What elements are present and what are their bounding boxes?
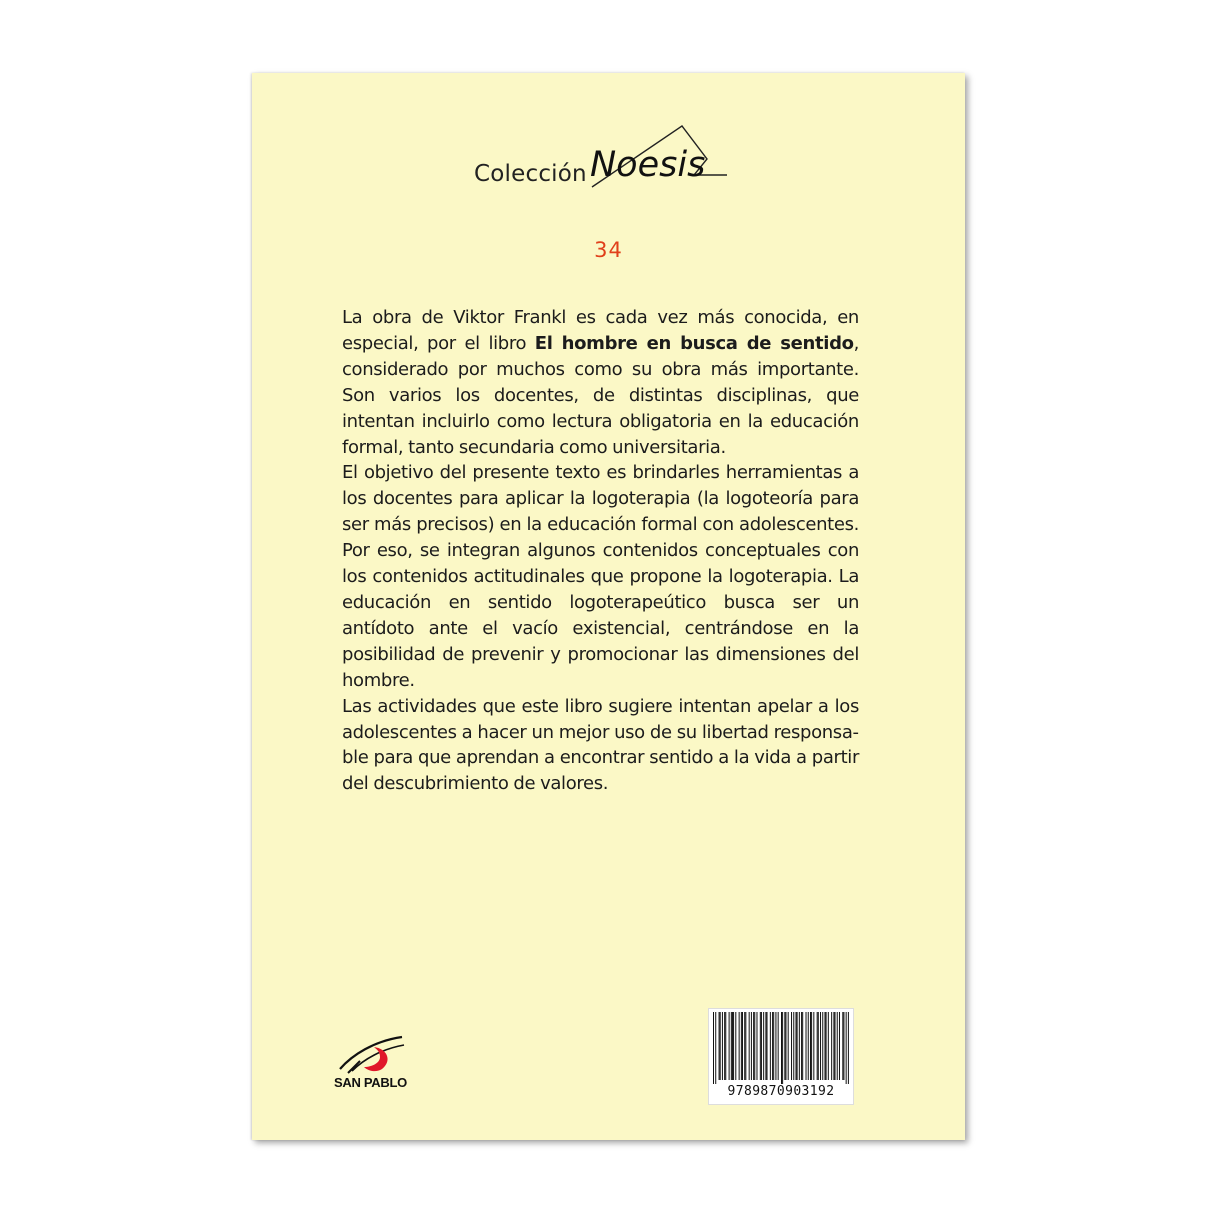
blurb-paragraph-2: El objetivo del presente texto es brindarles herramientas a los docentes para aplicar la logoterapia (la logoteoría para ser más precisos) en la educación formal con adolescentes. Por eso, se integran algunos contenidos conceptuales con los contenidos actitudinales que propone la logoterapia. La educación en sentido logoterapeútico busca ser un antídoto ante el vacío existencial, centrándose en la posibilidad de prevenir y promocionar las dimensiones del hombre. [342, 462, 859, 691]
publisher-logo [330, 1031, 410, 1101]
barcode-bar [731, 1012, 732, 1080]
barcode-bar [813, 1012, 814, 1080]
barcode-bar [720, 1012, 721, 1080]
barcode-bar [817, 1012, 818, 1080]
barcode-bar [775, 1012, 776, 1080]
barcode-bar [761, 1012, 762, 1080]
san-pablo-logo-icon [330, 1031, 410, 1081]
barcode-bar [802, 1012, 803, 1080]
barcode-bar [745, 1012, 746, 1080]
barcode-bar [725, 1012, 726, 1080]
barcode-bar [824, 1012, 825, 1080]
series-name: Noesis [590, 145, 706, 185]
series-logo [472, 123, 732, 193]
barcode-bar [713, 1012, 714, 1084]
blurb-p1-intro: La obra de Viktor Frankl es cada vez más conocida, en especial, por el libro [342, 307, 859, 354]
barcode-bar [732, 1012, 733, 1080]
barcode-bar [735, 1012, 736, 1080]
barcode-bar [767, 1012, 768, 1080]
barcode-bar [831, 1012, 832, 1080]
barcode-bar [753, 1012, 754, 1080]
book-title-mention: El hombre en busca de sentido [534, 332, 854, 354]
barcode-bar [793, 1012, 794, 1080]
barcode-bar [765, 1012, 766, 1080]
barcode-bar [733, 1012, 734, 1080]
barcode-bar [760, 1012, 761, 1080]
barcode-icon [713, 1012, 849, 1084]
blurb-paragraph-3: Las actividades que este libro sugiere intentan apelar a los adolescentes a hacer un mejor uso de su libertad responsable para que aprendan a encontrar sentido a la vida a partir del descubrimiento de valores. [342, 695, 859, 795]
barcode-bar [763, 1012, 764, 1080]
blurb-p1-rest: , considerado por muchos como su obra más importante. Son varios los docentes, de distintas disciplinas, que intentan incluirlo como lectura obligatoria en la educación formal, tanto secundaria como universitaria. [342, 332, 859, 458]
barcode-bar [797, 1012, 798, 1080]
barcode-bar [729, 1012, 730, 1080]
isbn-barcode [708, 1008, 854, 1105]
barcode-bar [770, 1012, 771, 1080]
barcode-bar [839, 1012, 840, 1080]
barcode-bar [822, 1012, 823, 1080]
barcode-bar [806, 1012, 807, 1080]
barcode-bar [810, 1012, 811, 1080]
volume-number: 34 [594, 238, 623, 262]
barcode-bar [811, 1012, 812, 1080]
barcode-bar [749, 1012, 750, 1080]
barcode-bar [754, 1012, 755, 1080]
barcode-bar [808, 1012, 809, 1080]
barcode-bar [842, 1012, 843, 1080]
barcode-bar [756, 1012, 757, 1080]
barcode-bar [739, 1012, 740, 1080]
barcode-bar [826, 1012, 827, 1080]
barcode-bar [795, 1012, 796, 1080]
barcode-bar [837, 1012, 838, 1080]
barcode-bar [835, 1012, 836, 1080]
barcode-bar [782, 1012, 783, 1084]
barcode-bar [778, 1012, 779, 1080]
barcode-bar [724, 1012, 725, 1080]
barcode-bar [801, 1012, 802, 1080]
barcode-bar [833, 1012, 834, 1080]
book-back-cover [252, 73, 965, 1140]
back-cover-blurb [342, 305, 859, 797]
blurb-paragraph-1 [342, 305, 859, 460]
barcode-bar [741, 1012, 742, 1080]
barcode-bar [781, 1012, 782, 1084]
barcode-bar [791, 1012, 792, 1080]
barcode-bar [818, 1012, 819, 1080]
barcode-bar [828, 1012, 829, 1080]
barcode-bar [848, 1012, 849, 1084]
barcode-bar [843, 1012, 844, 1080]
barcode-bar [784, 1012, 785, 1080]
series-prefix: Colección [474, 161, 587, 187]
publisher-name: SAN PABLO [334, 1075, 407, 1090]
barcode-bar [846, 1012, 847, 1084]
barcode-bar [772, 1012, 773, 1080]
barcode-bar [751, 1012, 752, 1080]
barcode-bar [785, 1012, 786, 1080]
barcode-bar [715, 1012, 716, 1084]
barcode-bar [719, 1012, 720, 1080]
barcode-bar [742, 1012, 743, 1080]
barcode-bar [773, 1012, 774, 1080]
barcode-bar [744, 1012, 745, 1080]
barcode-bar [788, 1012, 789, 1080]
barcode-bar [820, 1012, 821, 1080]
isbn-digits: 9789870903192 [727, 1084, 835, 1099]
barcode-bar [722, 1012, 723, 1080]
barcode-bar [799, 1012, 800, 1080]
